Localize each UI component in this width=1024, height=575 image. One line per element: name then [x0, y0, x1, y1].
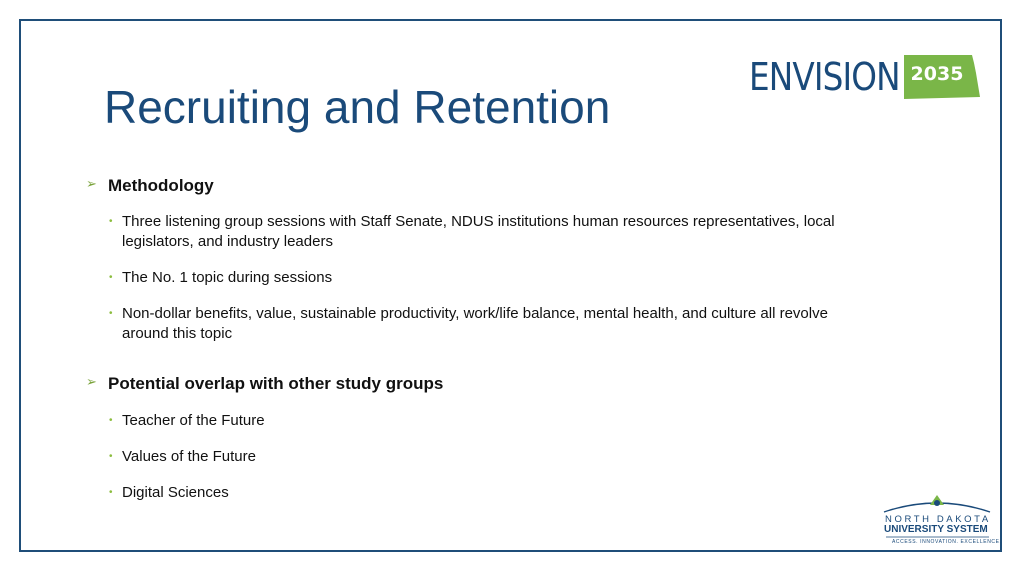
arrow-bullet-icon: ➢	[86, 176, 97, 191]
ndus-logo-tagline: ACCESS. INNOVATION. EXCELLENCE.	[892, 539, 1002, 545]
dot-bullet-icon: •	[109, 308, 113, 319]
bullet-item: Teacher of the Future	[122, 412, 265, 429]
section-heading-methodology: Methodology	[108, 176, 214, 195]
envision-logo	[749, 54, 924, 100]
ndus-logo-line1: NORTH DAKOTA	[885, 514, 991, 525]
dot-bullet-icon: •	[109, 216, 113, 227]
envision-logo-word: ENVISION	[749, 55, 900, 99]
bullet-item: Values of the Future	[122, 448, 256, 465]
bullet-item: Non-dollar benefits, value, sustainable productivity, work/life balance, mental health, and culture all revolve around this topic	[122, 305, 828, 342]
slide-title: Recruiting and Retention	[104, 81, 611, 133]
bullet-item: Digital Sciences	[122, 484, 229, 501]
dot-bullet-icon: •	[109, 451, 113, 462]
bullet-item: Three listening group sessions with Staff Senate, NDUS institutions human resources representatives, local legislators, and industry leaders	[122, 213, 835, 250]
ndus-logo-line2: UNIVERSITY SYSTEM	[884, 524, 988, 535]
dot-bullet-icon: •	[109, 487, 113, 498]
bullet-item: The No. 1 topic during sessions	[122, 269, 333, 286]
dot-bullet-icon: •	[109, 272, 113, 283]
envision-year-text: 2035	[910, 63, 964, 85]
section-heading-overlap: Potential overlap with other study groups	[108, 374, 444, 393]
envision-year-badge	[902, 53, 980, 99]
dot-bullet-icon: •	[109, 415, 113, 426]
arrow-bullet-icon: ➢	[86, 374, 97, 389]
